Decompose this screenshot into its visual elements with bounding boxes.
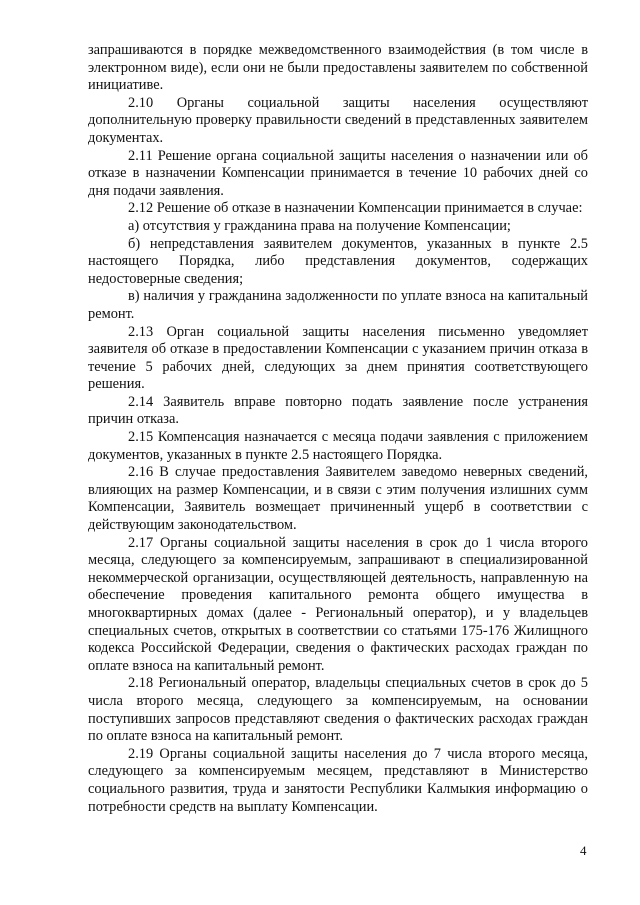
list-item-v: в) наличия у гражданина задолженности по уплате взноса на капитальный ремонт. [88,288,588,322]
page-number: 4 [580,843,587,858]
paragraph-2-14: 2.14 Заявитель вправе повторно подать заявление после устранения причин отказа. [88,393,588,428]
paragraph-2-12: 2.12 Решение об отказе в назначении Компенсации принимается в случае: [128,200,583,217]
paragraph-2-10: 2.10 Органы социальной защиты населения осуществляют дополнительную проверку правильности сведений в представленных заявителем документах. [88,94,588,146]
paragraph-2-15: 2.15 Компенсация назначается с месяца подачи заявления с приложением документов, указанных в пункте 2.5 настоящего Порядка. [88,429,588,463]
list-item-b: б) непредставления заявителем документов, указанных в пункте 2.5 настоящего Порядка, либо представления документов, содержащих недостоверные сведения; [88,235,588,287]
document-body [88,42,588,816]
paragraph-2-11: 2.11 Решение органа социальной защиты населения о назначении или об отказе в назначении Компенсации принимается в течение 10 рабочих дней со дня подачи заявления. [88,147,588,199]
paragraph-2-17: 2.17 Органы социальной защиты населения в срок до 1 числа второго месяца, следующего за компенсируемым, запрашивают в специализированной некоммерческой организации, осуществляющей деятельность, направленную на обеспечение проведения капитального ремонта общего имущества в многоквартирных домах (далее - Региональный оператор), и у владельцев специальных счетов, открытых в соответствии со статьями 175-176 Жилищного кодекса Российской Федерации, сведения о фактических расходах граждан по оплате взноса на капитальный ремонт. [88,534,588,674]
paragraph-2-16: 2.16 В случае предоставления Заявителем заведомо неверных сведений, влияющих на размер Компенсации, и в связи с этим получения излишних сумм Компенсации, Заявитель возмещает причиненный ущерб в соответствии с действующим законодательством. [88,464,588,534]
paragraph-continuation: запрашиваются в порядке межведомственного взаимодействия (в том числе в электронном виде), если они не были предоставлены заявителем по собственной инициативе. [88,42,588,94]
list-item-a: а) отсутствия у гражданина права на получение Компенсации; [128,217,511,234]
paragraph-2-13: 2.13 Орган социальной защиты населения письменно уведомляет заявителя об отказе в предоставлении Компенсации с указанием причин отказа в течение 5 рабочих дней, следующих за днем принятия соответствующего решения. [88,323,588,393]
paragraph-2-18: 2.18 Региональный оператор, владельцы специальных счетов в срок до 5 числа второго месяца, следующего за компенсируемым, на основании поступивших запросов представляют сведения о фактических расходах граждан по оплате взноса на капитальный ремонт. [88,675,588,745]
paragraph-2-19: 2.19 Органы социальной защиты населения до 7 числа второго месяца, следующего за компенсируемым месяцем, представляют в Министерство социального развития, труда и занятости Республики Калмыкия информацию о потребности средств на выплату Компенсации. [88,745,588,815]
